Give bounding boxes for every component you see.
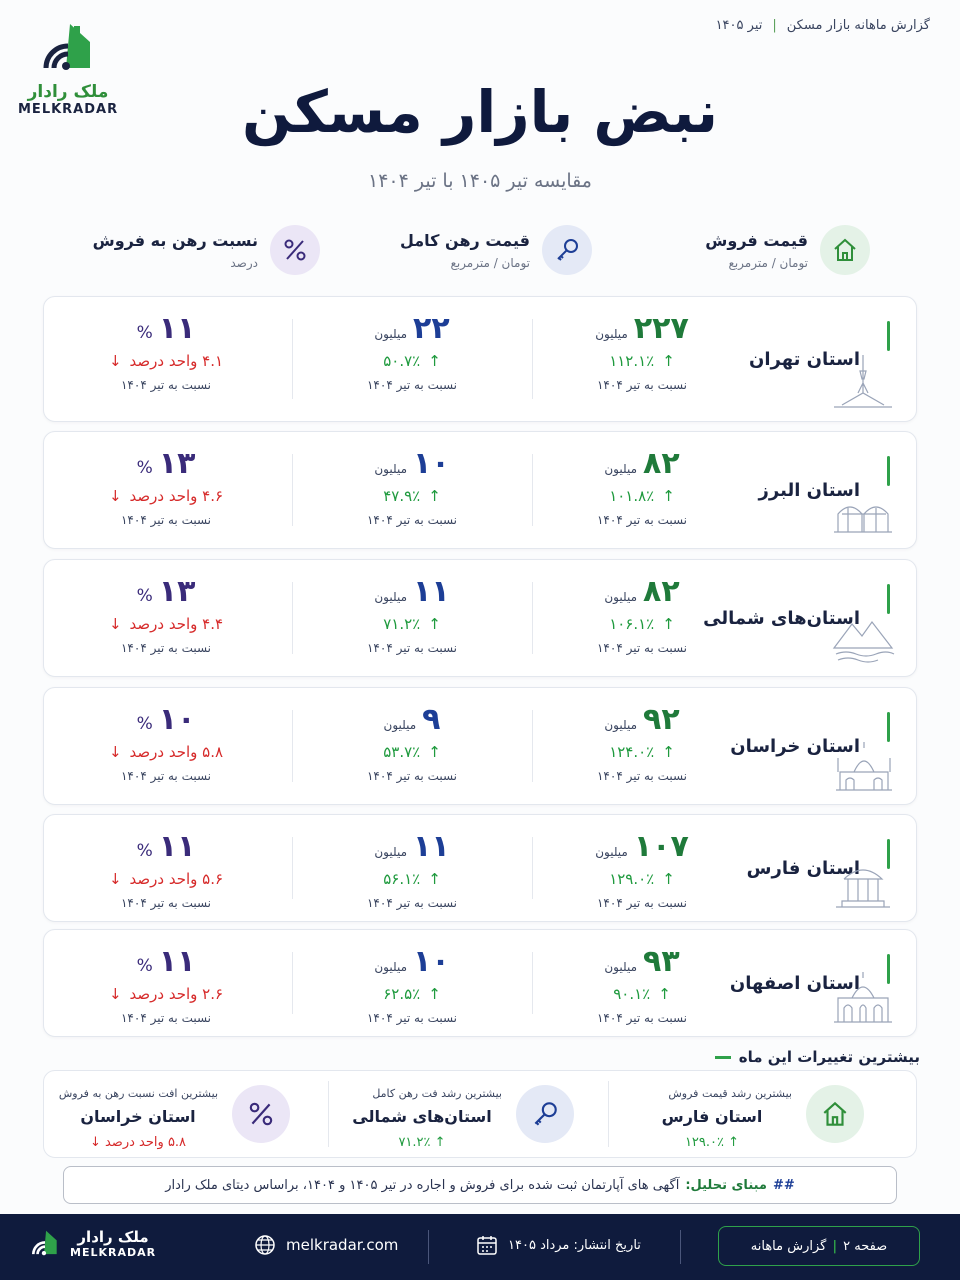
row-divider bbox=[532, 837, 533, 899]
million-unit: میلیون bbox=[604, 718, 638, 732]
rent-cell bbox=[312, 311, 512, 392]
compare-label: نسبت به تیر ۱۴۰۴ bbox=[120, 513, 212, 527]
ratio-change: ۴.۴ واحد درصد bbox=[129, 615, 224, 633]
ratio-change: ۵.۶ واحد درصد bbox=[129, 870, 224, 888]
rent-value: ۱۱ bbox=[413, 574, 450, 609]
mosque-landmark-icon bbox=[828, 968, 898, 1026]
globe-icon bbox=[254, 1234, 276, 1256]
million-unit: میلیون bbox=[604, 590, 638, 604]
percent-sign: % bbox=[136, 841, 153, 861]
ratio-change: ۴.۶ واحد درصد bbox=[129, 487, 224, 505]
ratio-cell bbox=[66, 446, 266, 527]
rent-cell bbox=[312, 702, 512, 783]
million-unit: میلیون bbox=[374, 462, 408, 476]
footer bbox=[0, 1214, 960, 1280]
rent-change: ۵۳.۷٪ bbox=[383, 743, 421, 761]
arrow-up-icon: ↑ bbox=[430, 1135, 446, 1150]
region-row-north bbox=[43, 559, 917, 677]
page-title: نبض بازار مسکن bbox=[241, 78, 719, 146]
calendar-icon bbox=[476, 1234, 498, 1256]
rent-column-title: قیمت رهن کامل bbox=[399, 230, 530, 250]
region-name: استان‌های شمالی bbox=[703, 607, 860, 629]
highlights-title-text: بیشترین تغییرات این ماه bbox=[738, 1048, 920, 1066]
rent-value: ۱۱ bbox=[413, 829, 450, 864]
percent-icon bbox=[270, 225, 320, 275]
percent-sign: % bbox=[136, 714, 153, 734]
title-dash bbox=[715, 1056, 731, 1059]
note-key: مبنای تحلیل: bbox=[685, 1177, 767, 1193]
report-title: گزارش ماهانه بازار مسکن bbox=[786, 18, 930, 33]
ratio-cell bbox=[66, 829, 266, 910]
row-divider bbox=[292, 952, 293, 1014]
rent-column-unit: تومان / مترمربع bbox=[450, 255, 530, 270]
region-row-tehran bbox=[43, 296, 917, 422]
row-divider bbox=[532, 710, 533, 782]
arrow-down-icon: ↓ bbox=[89, 1135, 105, 1150]
website-link[interactable] bbox=[254, 1234, 398, 1256]
row-divider bbox=[532, 582, 533, 654]
rent-change: ۶۲.۵٪ bbox=[383, 985, 421, 1003]
row-divider bbox=[292, 454, 293, 526]
sale-change: ۱۲۴.۰٪ bbox=[609, 743, 655, 761]
logo-text-fa: ملک رادار bbox=[27, 82, 109, 102]
arrow-up-icon: ↑ bbox=[662, 487, 675, 505]
compare-label: نسبت به تیر ۱۴۰۴ bbox=[596, 1011, 688, 1025]
rent-cell bbox=[312, 829, 512, 910]
rent-cell bbox=[312, 574, 512, 655]
footer-logo bbox=[28, 1226, 156, 1260]
note-hash: ## bbox=[772, 1177, 795, 1193]
row-divider bbox=[292, 710, 293, 782]
logo-mark-icon bbox=[36, 18, 100, 76]
row-divider bbox=[292, 319, 293, 399]
compare-label: نسبت به تیر ۱۴۰۴ bbox=[596, 513, 688, 527]
arrow-up-icon: ↑ bbox=[658, 985, 671, 1003]
arrow-up-icon: ↑ bbox=[662, 615, 675, 633]
rent-change: ۷۱.۲٪ bbox=[383, 615, 421, 633]
highlight-label: بیشترین رشد فت رهن کامل bbox=[372, 1087, 502, 1100]
sale-value: ۸۲ bbox=[643, 446, 680, 481]
ratio-value: ۱۱ bbox=[158, 829, 196, 864]
percent-sign: % bbox=[136, 956, 153, 976]
rent-value: ۱۰ bbox=[413, 944, 450, 979]
mountain-landmark-icon bbox=[828, 608, 898, 666]
highlight-value: ۷۱.۲٪ bbox=[398, 1135, 431, 1150]
highlight-sale-growth bbox=[596, 1071, 876, 1159]
report-month: تیر ۱۴۰۵ bbox=[715, 18, 763, 33]
region-row-khorasan bbox=[43, 687, 917, 805]
million-unit: میلیون bbox=[374, 845, 408, 859]
highlight-rent-growth bbox=[306, 1071, 586, 1159]
arrow-down-icon: ↓ bbox=[108, 985, 122, 1003]
compare-label: نسبت به تیر ۱۴۰۴ bbox=[596, 896, 688, 910]
arrow-up-icon: ↑ bbox=[662, 352, 675, 370]
compare-label: نسبت به تیر ۱۴۰۴ bbox=[596, 378, 688, 392]
percent-icon bbox=[232, 1085, 290, 1143]
sale-change: ۱۰۶.۱٪ bbox=[609, 615, 655, 633]
website-text[interactable]: melkradar.com bbox=[286, 1236, 399, 1254]
footer-logo-en: MELKRADAR bbox=[70, 1245, 157, 1259]
rent-change: ۵۶.۱٪ bbox=[383, 870, 421, 888]
arrow-down-icon: ↓ bbox=[108, 352, 122, 370]
highlight-value: ۱۲۹.۰٪ bbox=[684, 1135, 724, 1150]
highlights-title bbox=[715, 1048, 920, 1066]
page-separator: | bbox=[832, 1238, 838, 1254]
region-row-alborz bbox=[43, 431, 917, 549]
footer-separator bbox=[680, 1230, 681, 1264]
sale-value: ۸۲ bbox=[643, 574, 680, 609]
ratio-change: ۴.۱ واحد درصد bbox=[129, 352, 224, 370]
compare-label: نسبت به تیر ۱۴۰۴ bbox=[366, 1011, 458, 1025]
percent-sign: % bbox=[136, 586, 153, 606]
sale-value: ۱۰۷ bbox=[633, 829, 689, 864]
page-indicator bbox=[718, 1226, 920, 1266]
arrow-down-icon: ↓ bbox=[108, 487, 122, 505]
sale-change: ۱۲۹.۰٪ bbox=[609, 870, 655, 888]
ratio-cell bbox=[66, 702, 266, 783]
shrine-landmark-icon bbox=[828, 736, 898, 794]
million-unit: میلیون bbox=[374, 327, 408, 341]
ratio-cell bbox=[66, 574, 266, 655]
ratio-cell bbox=[66, 944, 266, 1025]
sale-value: ۹۳ bbox=[643, 944, 680, 979]
ratio-value: ۱۱ bbox=[158, 944, 196, 979]
compare-label: نسبت به تیر ۱۴۰۴ bbox=[120, 769, 212, 783]
tower-landmark-icon bbox=[828, 353, 898, 411]
sale-change: ۹۰.۱٪ bbox=[613, 985, 651, 1003]
region-name: استان اصفهان bbox=[729, 972, 860, 994]
rent-value: ۱۰ bbox=[413, 446, 450, 481]
million-unit: میلیون bbox=[595, 845, 628, 859]
arrow-down-icon: ↓ bbox=[108, 615, 122, 633]
report-meta bbox=[716, 18, 930, 33]
region-name: استان البرز bbox=[758, 479, 860, 501]
compare-label: نسبت به تیر ۱۴۰۴ bbox=[120, 641, 212, 655]
region-row-isfahan bbox=[43, 929, 917, 1037]
sale-value: ۹۲ bbox=[643, 702, 680, 737]
region-name: استان تهران bbox=[749, 348, 860, 370]
million-unit: میلیون bbox=[604, 960, 638, 974]
compare-label: نسبت به تیر ۱۴۰۴ bbox=[120, 1011, 212, 1025]
sale-value: ۲۲۷ bbox=[633, 311, 689, 346]
region-name: استان فارس bbox=[746, 857, 860, 879]
arrow-up-icon: ↑ bbox=[428, 487, 441, 505]
meta-separator: | bbox=[772, 18, 777, 33]
rent-value: ۲۲ bbox=[413, 311, 450, 346]
house-icon bbox=[820, 225, 870, 275]
sale-column-title: قیمت فروش bbox=[705, 230, 808, 250]
million-unit: میلیون bbox=[604, 462, 638, 476]
million-unit: میلیون bbox=[374, 960, 408, 974]
page-number: صفحه ۲ bbox=[843, 1238, 888, 1254]
column-header-ratio bbox=[90, 222, 320, 278]
million-unit: میلیون bbox=[374, 590, 408, 604]
region-accent-bar bbox=[887, 321, 890, 351]
ratio-cell bbox=[66, 311, 266, 392]
sale-cell bbox=[542, 829, 742, 910]
highlight-label: بیشترین رشد قیمت فروش bbox=[668, 1087, 792, 1100]
rent-value: ۹ bbox=[422, 702, 441, 737]
compare-label: نسبت به تیر ۱۴۰۴ bbox=[366, 513, 458, 527]
publish-date bbox=[476, 1234, 641, 1256]
ratio-change: ۲.۶ واحد درصد bbox=[129, 985, 224, 1003]
compare-label: نسبت به تیر ۱۴۰۴ bbox=[120, 378, 212, 392]
row-divider bbox=[292, 582, 293, 654]
row-divider bbox=[292, 837, 293, 899]
house-icon bbox=[806, 1085, 864, 1143]
highlight-ratio-drop bbox=[22, 1071, 302, 1159]
logo-mark-icon bbox=[28, 1226, 62, 1260]
arrow-down-icon: ↓ bbox=[108, 743, 122, 761]
percent-sign: % bbox=[136, 323, 153, 343]
footer-logo-fa: ملک رادار bbox=[77, 1227, 149, 1246]
sale-cell bbox=[542, 574, 742, 655]
arrow-up-icon: ↑ bbox=[428, 743, 441, 761]
million-unit: میلیون bbox=[595, 327, 628, 341]
ratio-value: ۱۳ bbox=[158, 446, 196, 481]
sale-change: ۱۰۱.۸٪ bbox=[609, 487, 655, 505]
highlight-region: استان خراسان bbox=[80, 1107, 196, 1126]
arrow-up-icon: ↑ bbox=[428, 352, 441, 370]
rent-cell bbox=[312, 446, 512, 527]
highlight-region: استان فارس bbox=[661, 1107, 763, 1126]
ratio-change: ۵.۸ واحد درصد bbox=[129, 743, 224, 761]
sale-change: ۱۱۲.۱٪ bbox=[609, 352, 655, 370]
arrow-up-icon: ↑ bbox=[428, 985, 441, 1003]
tomb-landmark-icon bbox=[828, 853, 898, 911]
arrow-up-icon: ↑ bbox=[724, 1135, 740, 1150]
sale-cell bbox=[542, 311, 742, 392]
sale-column-unit: تومان / مترمربع bbox=[728, 255, 808, 270]
ratio-column-unit: درصد bbox=[230, 255, 258, 270]
rent-cell bbox=[312, 944, 512, 1025]
row-divider bbox=[532, 454, 533, 526]
analysis-note bbox=[63, 1166, 897, 1204]
bridge-landmark-icon bbox=[828, 480, 898, 538]
arrow-up-icon: ↑ bbox=[428, 615, 441, 633]
arrow-up-icon: ↑ bbox=[662, 870, 675, 888]
rent-change: ۵۰.۷٪ bbox=[383, 352, 421, 370]
column-header-rent bbox=[362, 222, 592, 278]
page-label: گزارش ماهانه bbox=[750, 1238, 827, 1254]
percent-sign: % bbox=[136, 458, 153, 478]
key-icon bbox=[516, 1085, 574, 1143]
rent-change: ۴۷.۹٪ bbox=[383, 487, 421, 505]
compare-label: نسبت به تیر ۱۴۰۴ bbox=[366, 641, 458, 655]
compare-label: نسبت به تیر ۱۴۰۴ bbox=[120, 896, 212, 910]
row-divider bbox=[532, 319, 533, 399]
ratio-value: ۱۰ bbox=[158, 702, 196, 737]
region-name: استان خراسان bbox=[730, 735, 860, 757]
footer-separator bbox=[428, 1230, 429, 1264]
compare-label: نسبت به تیر ۱۴۰۴ bbox=[366, 378, 458, 392]
key-icon bbox=[542, 225, 592, 275]
ratio-value: ۱۱ bbox=[158, 311, 196, 346]
ratio-column-title: نسبت رهن به فروش bbox=[92, 230, 258, 250]
highlight-value: ۵.۸ واحد درصد bbox=[104, 1135, 187, 1150]
column-header-sale bbox=[640, 222, 870, 278]
arrow-up-icon: ↑ bbox=[428, 870, 441, 888]
logo-text-en: MELKRADAR bbox=[18, 102, 119, 117]
compare-label: نسبت به تیر ۱۴۰۴ bbox=[366, 769, 458, 783]
note-text: آگهی های آپارتمان ثبت شده برای فروش و اجاره در تیر ۱۴۰۵ و ۱۴۰۴، براساس دیتای ملک رادار bbox=[165, 1177, 680, 1193]
row-divider bbox=[532, 952, 533, 1014]
million-unit: میلیون bbox=[383, 718, 417, 732]
page-subtitle: مقایسه تیر ۱۴۰۵ با تیر ۱۴۰۴ bbox=[368, 170, 592, 192]
compare-label: نسبت به تیر ۱۴۰۴ bbox=[596, 769, 688, 783]
ratio-value: ۱۳ bbox=[158, 574, 196, 609]
highlights-box bbox=[43, 1070, 917, 1158]
highlight-label: بیشترین افت نسبت رهن به فروش bbox=[58, 1087, 218, 1100]
arrow-down-icon: ↓ bbox=[108, 870, 122, 888]
highlight-region: استان‌های شمالی bbox=[352, 1107, 492, 1126]
publish-date-text: تاریخ انتشار: مرداد ۱۴۰۵ bbox=[508, 1237, 641, 1253]
region-row-fars bbox=[43, 814, 917, 922]
sale-cell bbox=[542, 702, 742, 783]
compare-label: نسبت به تیر ۱۴۰۴ bbox=[596, 641, 688, 655]
arrow-up-icon: ↑ bbox=[662, 743, 675, 761]
sale-cell bbox=[542, 446, 742, 527]
compare-label: نسبت به تیر ۱۴۰۴ bbox=[366, 896, 458, 910]
sale-cell bbox=[542, 944, 742, 1025]
